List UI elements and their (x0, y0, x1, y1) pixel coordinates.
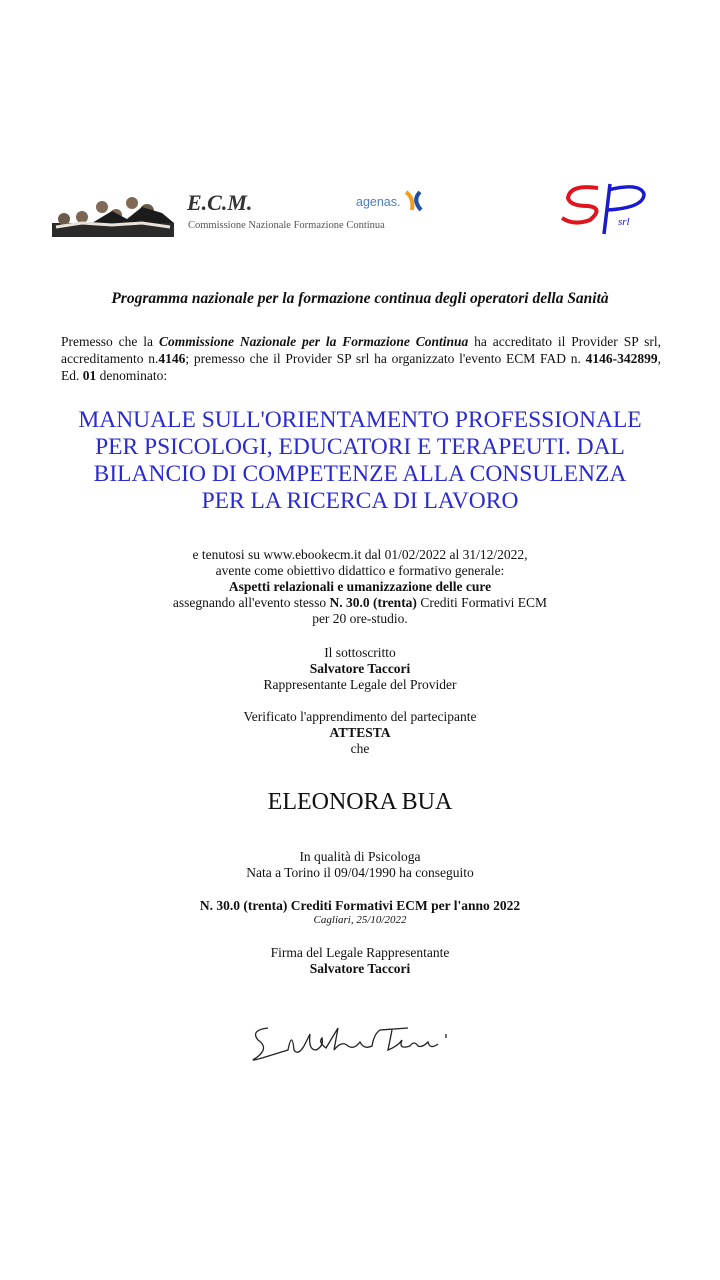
course-title-line: MANUALE SULL'ORIENTAMENTO PROFESSIONALE (78, 407, 642, 433)
place-date: Cagliari, 25/10/2022 (313, 914, 407, 926)
agenas-logo-text: agenas. (356, 195, 401, 209)
intro-text: denominato: (96, 368, 168, 383)
event-dates: e tenutosi su www.ebookecm.it dal 01/02/2022 al 31/12/2022, (192, 547, 528, 562)
signature-block (0, 945, 720, 977)
signatory-role: Rappresentante Legale del Provider (263, 677, 457, 692)
course-title-line: PER PSICOLOGI, EDUCATORI E TERAPEUTI. DAL (95, 434, 625, 460)
study-hours: per 20 ore-studio. (312, 611, 408, 626)
attest-word: ATTESTA (329, 725, 391, 740)
result-credits: N. 30.0 (trenta) Crediti Formativi ECM per l'anno 2022 (199, 898, 521, 913)
participant-birth: Nata a Torino il 09/04/1990 ha conseguito (246, 865, 474, 880)
signature-label: Firma del Legale Rappresentante (270, 945, 450, 960)
sp-srl-logo (560, 180, 652, 236)
attest-intro: Verificato l'apprendimento del partecipante (243, 709, 477, 724)
ecm-logo-text: E.C.M. (187, 190, 253, 215)
intro-text: Premesso che la (61, 334, 159, 349)
course-title-line: PER LA RICERCA DI LAVORO (201, 488, 519, 514)
objective-intro: avente come obiettivo didattico e formativo generale: (215, 563, 505, 578)
ecm-painting-logo (52, 193, 174, 237)
objective: Aspetti relazionali e umanizzazione delle cure (228, 579, 492, 594)
handwritten-signature (248, 1020, 458, 1070)
intro-text: ha accreditato il Provider SP srl, accreditamento n. (61, 334, 661, 366)
intro-text: , Ed. (61, 351, 662, 383)
accreditation-number: 4146 (158, 351, 186, 366)
course-title-line: BILANCIO DI COMPETENZE ALLA CONSULENZA (93, 461, 627, 487)
edition-number: 01 (82, 368, 97, 383)
signatory-name: Salvatore Taccori (309, 661, 411, 676)
course-title (40, 407, 680, 515)
event-number: 4146-342899 (585, 351, 658, 366)
credits-value: N. 30.0 (trenta) (329, 595, 417, 610)
signatory-block (0, 645, 720, 693)
credits-text: assegnando all'evento stesso (172, 595, 330, 610)
sp-srl-label: srl (618, 216, 630, 228)
agenas-mark-icon (404, 190, 424, 212)
participant-name: ELEONORA BUA (267, 789, 453, 815)
agenas-logo (356, 190, 424, 212)
signature-name: Salvatore Taccori (309, 961, 411, 976)
ecm-subtitle: Commissione Nazionale Formazione Continua (188, 220, 385, 231)
credits-text: Crediti Formativi ECM (416, 595, 548, 610)
credits-assigned (0, 595, 720, 611)
participant-info (0, 849, 720, 881)
program-heading: Programma nazionale per la formazione continua degli operatori della Sanità (111, 290, 609, 307)
intro-paragraph (61, 333, 661, 384)
attest-che: che (350, 741, 370, 756)
intro-text: ; premesso che il Provider SP srl ha organizzato l'evento ECM FAD n. (185, 351, 586, 366)
participant-profession: In qualità di Psicologa (299, 849, 421, 864)
commission-name: Commissione Nazionale per la Formazione Continua (158, 334, 469, 349)
event-details (0, 547, 720, 627)
signatory-intro: Il sottoscritto (324, 645, 396, 660)
attest-block (0, 709, 720, 757)
